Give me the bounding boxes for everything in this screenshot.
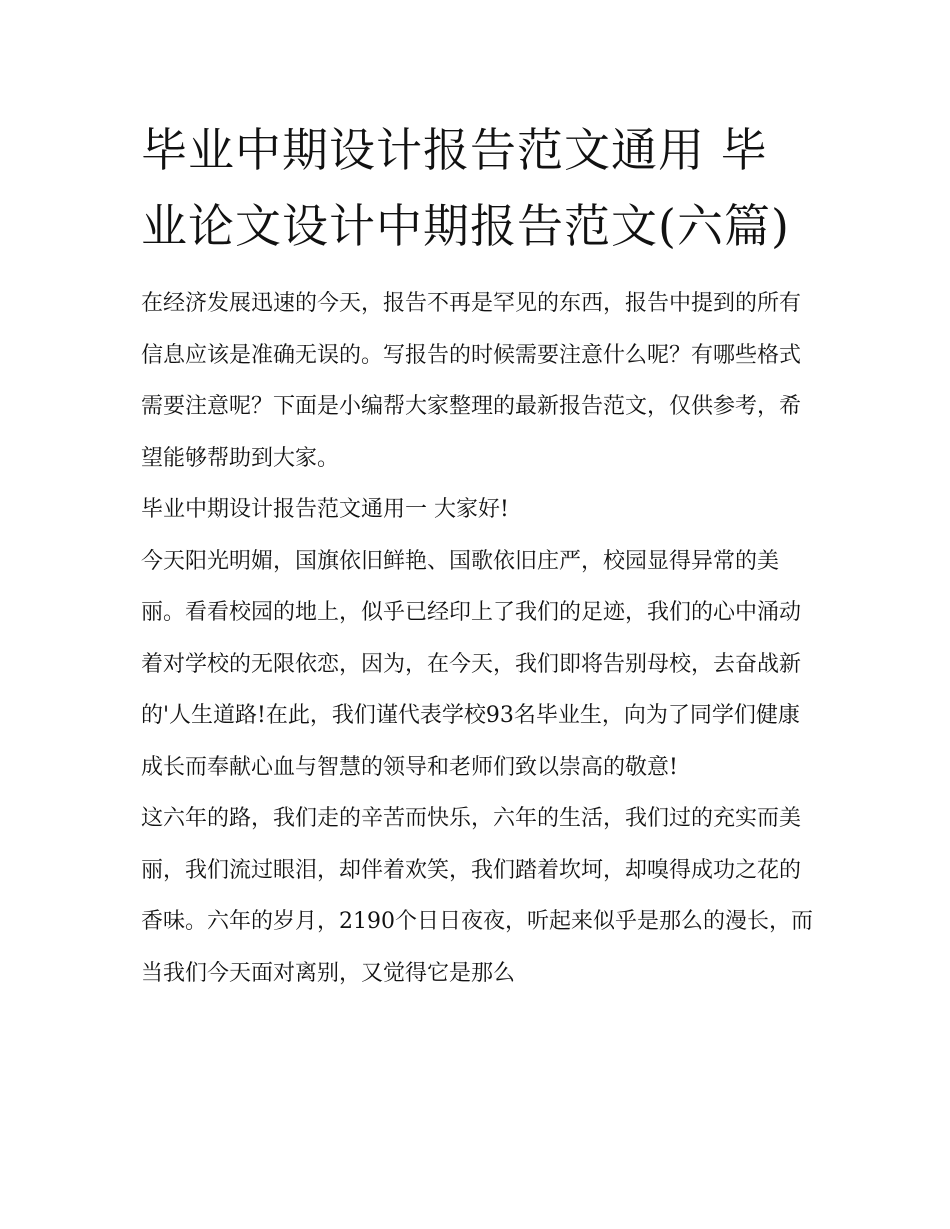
paragraph-section-heading: 毕业中期设计报告范文通用一 大家好!	[141, 497, 509, 522]
paragraph-speech-1: 今天阳光明媚，国旗依旧鲜艳、国歌依旧庄严，校园显得异常的美丽。看看校园的地上，似乎已经印上了我们的足迹，我们的心中涌动着对学校的无限依恋，因为，在今天，我们即将告别母校，去奋战新的'人生道路!在此，我们谨代表学校93名毕业生，向为了同学们健康成长而奉献心血与智慧的领导和老师们致以崇高的敬意!	[141, 548, 802, 780]
document-body	[141, 278, 813, 999]
paragraph-intro: 在经济发展迅速的今天，报告不再是罕见的东西，报告中提到的所有信息应该是准确无误的。写报告的时候需要注意什么呢？有哪些格式需要注意呢？下面是小编帮大家整理的最新报告范文，仅供参考，希望能够帮助到大家。	[141, 291, 802, 471]
document-page	[141, 112, 813, 999]
paragraph-speech-2: 这六年的路，我们走的辛苦而快乐，六年的生活，我们过的充实而美丽，我们流过眼泪，却伴着欢笑，我们踏着坎坷，却嗅得成功之花的香味。六年的岁月，2190个日日夜夜，听起来似乎是那么的漫长，而当我们今天面对离别，又觉得它是那么	[141, 806, 813, 986]
document-title: 毕业中期设计报告范文通用 毕业论文设计中期报告范文(六篇)	[141, 123, 790, 253]
